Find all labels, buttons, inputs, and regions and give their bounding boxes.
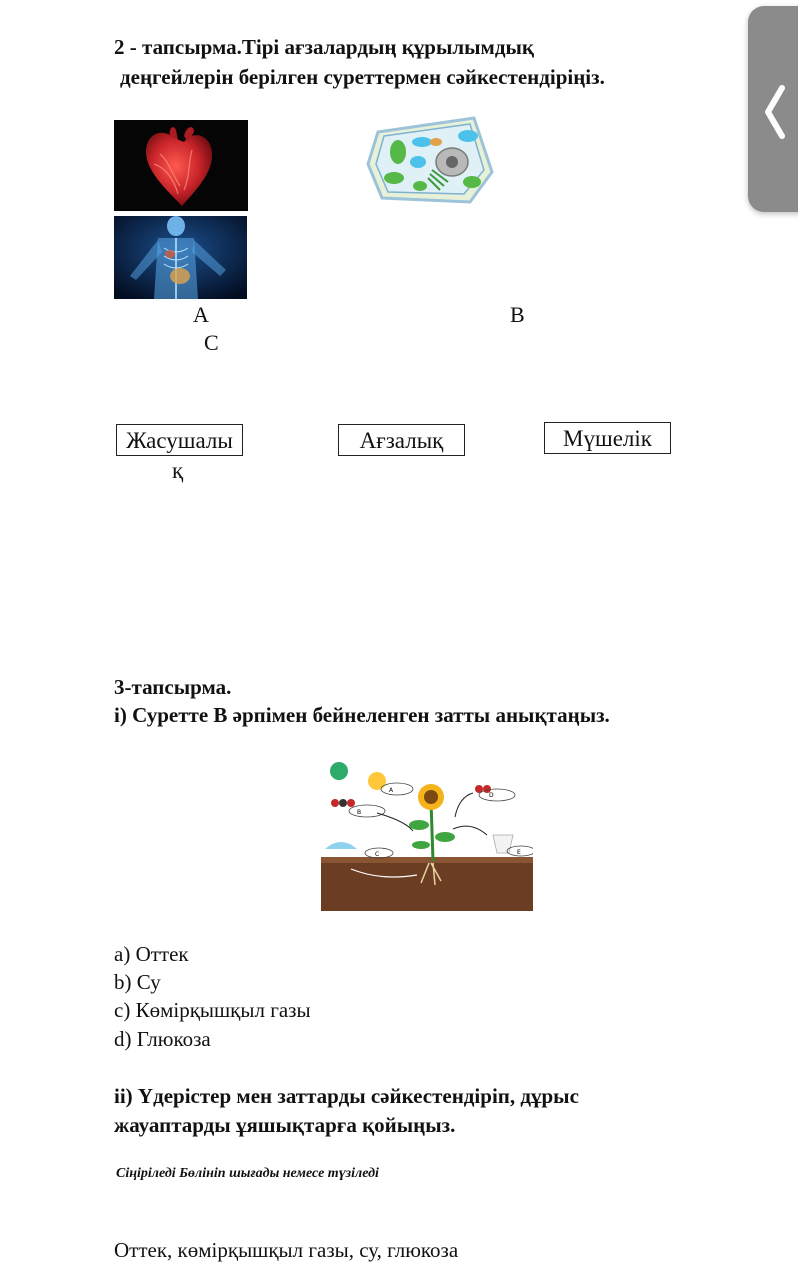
label-a: A — [193, 302, 209, 327]
answer-box-cellular-text: Жасушалы — [126, 428, 233, 453]
question-ii-line2: жауаптарды ұяшықтарға қойыңыз. — [114, 1113, 456, 1137]
process-header: Сіңіріледі Бөлініп шығады немесе түзіледі — [116, 1166, 379, 1181]
answer-box-organism — [338, 424, 465, 456]
diagram-label-a: A — [389, 787, 394, 794]
task3-title: 3-тапсырма. — [114, 675, 232, 699]
answer-box-organ-text: Мүшелік — [563, 426, 652, 451]
question-ii-line1: ii) Үдерістер мен заттарды сәйкестендіріп, дұрыс — [114, 1084, 579, 1108]
chevron-left-icon — [762, 84, 786, 140]
substances-list: Оттек, көмірқышқыл газы, су, глюкоза — [114, 1238, 459, 1262]
human-body-image — [114, 216, 247, 299]
photosynthesis-diagram — [321, 757, 533, 911]
plant-cell-image — [364, 112, 498, 210]
option-d: d) Глюкоза — [114, 1027, 211, 1051]
diagram-label-d: D — [489, 792, 494, 799]
answer-box-cellular — [116, 424, 243, 456]
answer-box-organ — [544, 422, 671, 454]
task2-title-line2: деңгейлерін берілген суреттермен сәйкестендіріңіз. — [120, 65, 605, 89]
diagram-label-e: E — [517, 849, 521, 856]
task2-title-line1: 2 - тапсырма.Тірі ағзалардың құрылымдық — [114, 35, 534, 59]
diagram-label-b: B — [357, 809, 362, 816]
task3-question-i: i) Суретте В әрпімен бейнеленген затты анықтаңыз. — [114, 703, 610, 727]
option-c: c) Көмірқышқыл газы — [114, 998, 311, 1022]
option-a: a) Оттек — [114, 942, 189, 966]
label-c: C — [204, 330, 219, 355]
label-b: B — [510, 302, 525, 327]
answer-box-cellular-overflow: қ — [172, 458, 184, 483]
answer-box-organism-text: Ағзалық — [359, 428, 444, 453]
option-b: b) Су — [114, 970, 161, 994]
side-panel-tab[interactable] — [748, 6, 798, 212]
heart-image — [114, 120, 248, 211]
diagram-label-c: C — [375, 851, 380, 858]
